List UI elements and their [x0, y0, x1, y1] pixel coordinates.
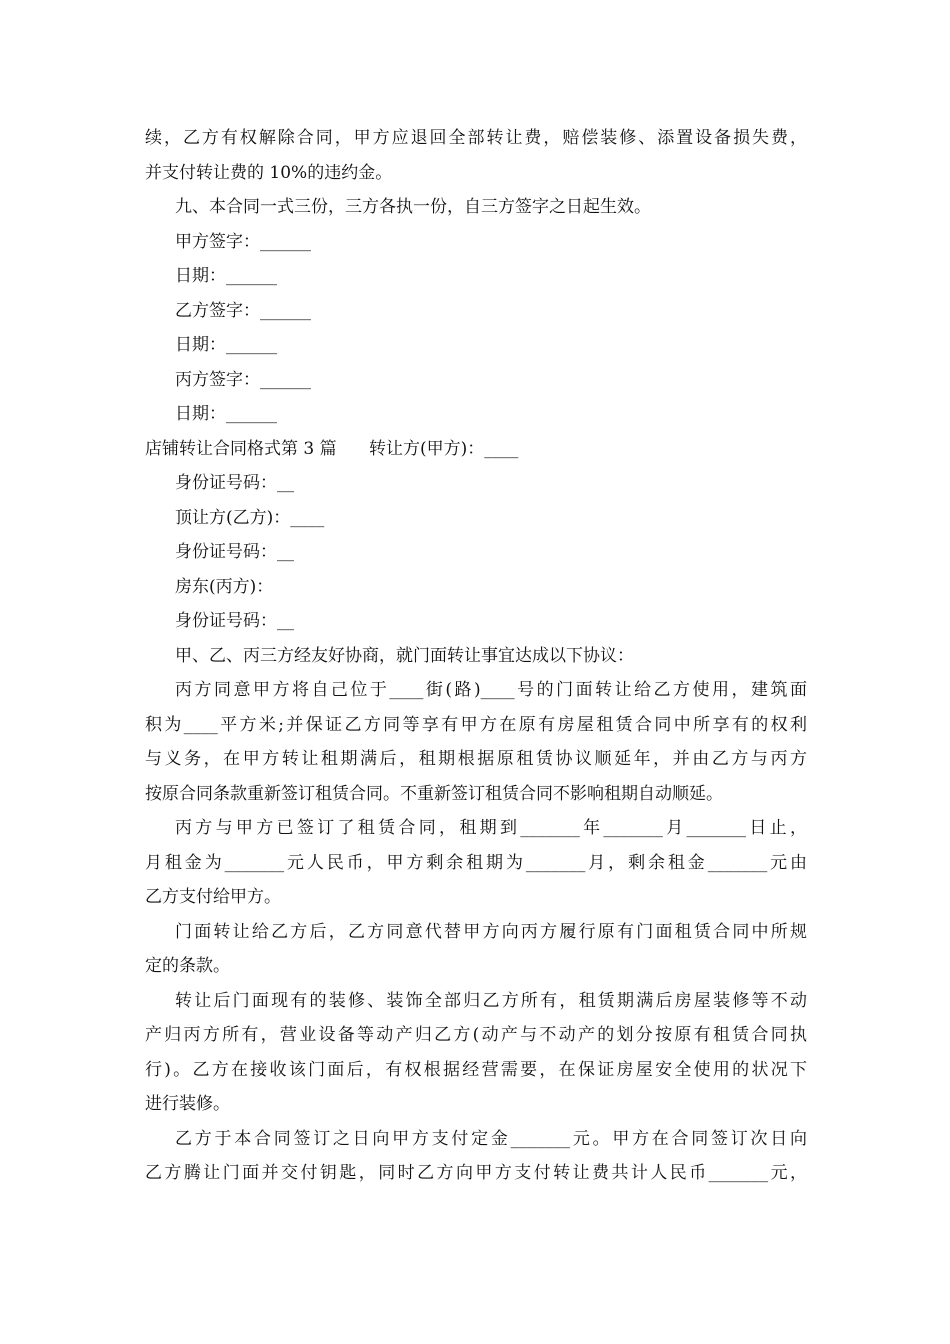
text-line: 按原合同条款重新签订租赁合同。不重新签订租赁合同不影响租期自动顺延。 — [145, 783, 723, 804]
id-number-line: 身份证号码：__ — [175, 473, 294, 493]
text-line: 与义务，在甲方转让租期满后，租期根据原租赁协议顺延年，并由乙方与丙方 — [145, 749, 807, 769]
section-title: 店铺转让合同格式第 3 篇 转让方(甲方)：____ — [145, 438, 519, 459]
text-line: 月租金为_______元人民币，甲方剩余租期为_______月，剩余租金_______元由 — [145, 852, 807, 873]
text-line: 转让后门面现有的装修、装饰全部归乙方所有，租赁期满后房屋装修等不动 — [175, 990, 807, 1011]
text-line: 产归丙方所有，营业设备等动产归乙方(动产与不动产的划分按原有租赁合同执 — [145, 1025, 807, 1045]
date-line: 日期：______ — [175, 404, 277, 424]
text-line: 丙方同意甲方将自己位于____街(路)____号的门面转让给乙方使用，建筑面 — [175, 680, 807, 700]
text-line: 行)。乙方在接收该门面后，有权根据经营需要，在保证房屋安全使用的状况下 — [145, 1059, 807, 1080]
id-number-line: 身份证号码：__ — [175, 542, 294, 562]
id-number-line: 身份证号码：__ — [175, 611, 294, 631]
text-line: 进行装修。 — [145, 1094, 230, 1114]
text-line: 甲、乙、丙三方经友好协商，就门面转让事宜达成以下协议： — [175, 645, 634, 666]
date-line: 日期：______ — [175, 335, 277, 355]
text-line: 乙方于本合同签订之日向甲方支付定金_______元。甲方在合同签订次日向 — [175, 1128, 807, 1149]
text-line: 续，乙方有权解除合同，甲方应退回全部转让费，赔偿装修、添置设备损失费， — [145, 128, 807, 148]
text-line: 积为____平方米;并保证乙方同等享有甲方在原有房屋租赁合同中所享有的权利 — [145, 714, 807, 735]
party-line: 房东(丙方)： — [175, 576, 274, 597]
text-line: 乙方支付给甲方。 — [145, 887, 281, 907]
text-line: 丙方与甲方已签订了租赁合同，租期到_______年_______月_______日止， — [175, 818, 807, 838]
signature-line: 甲方签字：______ — [175, 231, 311, 252]
contract-page — [145, 121, 807, 1191]
signature-line: 丙方签字：______ — [175, 369, 311, 390]
clause-heading: 九、本合同一式三份，三方各执一份，自三方签字之日起生效。 — [175, 197, 651, 217]
text-line: 并支付转让费的 10%的违约金。 — [145, 162, 393, 183]
signature-line: 乙方签字：______ — [175, 300, 311, 321]
text-line: 定的条款。 — [145, 956, 230, 976]
text-line: 门面转让给乙方后，乙方同意代替甲方向丙方履行原有门面租赁合同中所规 — [175, 921, 807, 942]
date-line: 日期：______ — [175, 266, 277, 286]
text-line: 乙方腾让门面并交付钥匙，同时乙方向甲方支付转让费共计人民币_______元， — [145, 1163, 807, 1183]
party-line: 顶让方(乙方)：____ — [175, 507, 325, 528]
